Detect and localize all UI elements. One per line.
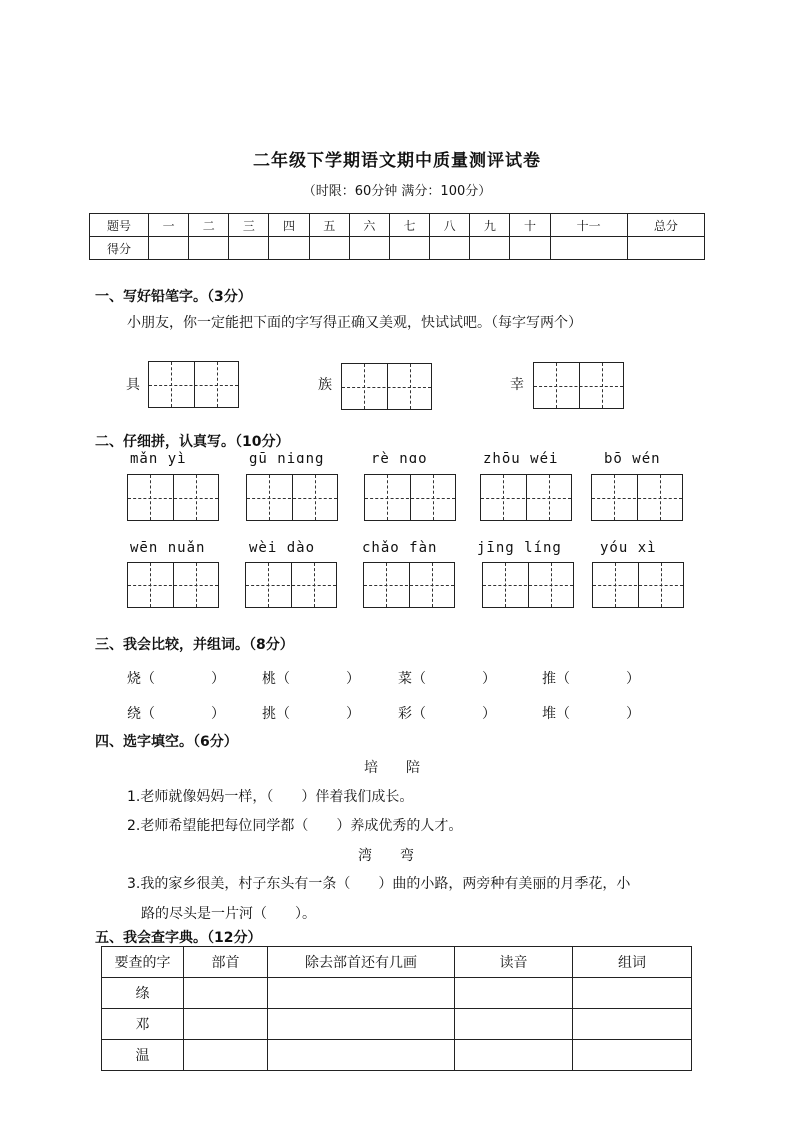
- compare-item[interactable]: 绕（ ）: [127, 706, 225, 722]
- writing-grid[interactable]: [363, 562, 455, 608]
- score-cell: 一: [149, 214, 189, 237]
- answer-cell[interactable]: [455, 978, 573, 1009]
- writing-grid[interactable]: [482, 562, 574, 608]
- score-blank[interactable]: [349, 237, 389, 260]
- pinyin-label: chǎo fàn: [362, 540, 438, 556]
- practice-char: 幸: [510, 377, 524, 393]
- table-row: [102, 1040, 692, 1071]
- writing-grid[interactable]: [364, 474, 456, 521]
- word-choice-pair: 湾 弯: [358, 848, 414, 864]
- writing-grid[interactable]: [246, 474, 338, 521]
- lookup-char: 温: [102, 1040, 184, 1071]
- answer-cell[interactable]: [573, 1009, 692, 1040]
- answer-cell[interactable]: [268, 978, 455, 1009]
- score-cell: 二: [189, 214, 229, 237]
- score-blank[interactable]: [627, 237, 704, 260]
- score-blank[interactable]: [510, 237, 550, 260]
- dictionary-header: 除去部首还有几画: [268, 947, 455, 978]
- answer-cell[interactable]: [455, 1040, 573, 1071]
- score-cell: 八: [430, 214, 470, 237]
- lookup-char: 绦: [102, 978, 184, 1009]
- section-1-instruction: 小朋友，你一定能把下面的字写得正确又美观，快试试吧。（每字写两个）: [127, 315, 582, 331]
- writing-grid[interactable]: [480, 474, 572, 521]
- table-row: [102, 978, 692, 1009]
- answer-cell[interactable]: [573, 978, 692, 1009]
- answer-cell[interactable]: [184, 978, 268, 1009]
- writing-grid[interactable]: [591, 474, 683, 521]
- section-1-heading: 一、写好铅笔字。（3分）: [95, 289, 252, 305]
- writing-grid[interactable]: [533, 362, 624, 409]
- pinyin-label: gū niɑng: [249, 451, 325, 467]
- answer-cell[interactable]: [184, 1009, 268, 1040]
- score-cell: 九: [470, 214, 510, 237]
- score-blank[interactable]: [470, 237, 510, 260]
- answer-cell[interactable]: [573, 1040, 692, 1071]
- compare-item[interactable]: 菜（ ）: [398, 671, 496, 687]
- section-2-heading: 二、仔细拼，认真写。（10分）: [95, 434, 290, 450]
- compare-item[interactable]: 挑（ ）: [262, 706, 360, 722]
- exam-time-and-score: （时限：60分钟 满分：100分）: [302, 184, 492, 199]
- answer-cell[interactable]: [268, 1040, 455, 1071]
- score-blank[interactable]: [309, 237, 349, 260]
- word-choice-pair: 培 陪: [364, 760, 420, 776]
- dictionary-header: 要查的字: [102, 947, 184, 978]
- score-cell: 三: [229, 214, 269, 237]
- pinyin-label: wēn nuǎn: [130, 540, 206, 556]
- writing-grid[interactable]: [127, 474, 219, 521]
- practice-char: 族: [318, 377, 332, 393]
- dictionary-header: 读音: [455, 947, 573, 978]
- score-table-score-row: [90, 237, 705, 260]
- pinyin-label: zhōu wéi: [483, 451, 559, 467]
- page-title: 二年级下学期语文期中质量测评试卷: [253, 151, 541, 171]
- dictionary-table: [101, 946, 692, 1071]
- lookup-char: 邓: [102, 1009, 184, 1040]
- section-5-heading: 五、我会查字典。（12分）: [95, 930, 262, 946]
- writing-grid[interactable]: [341, 363, 432, 410]
- fill-question[interactable]: 2.老师希望能把每位同学都（ ）养成优秀的人才。: [127, 818, 463, 834]
- pinyin-label: jīng líng: [477, 540, 562, 556]
- score-blank[interactable]: [550, 237, 627, 260]
- score-blank[interactable]: [149, 237, 189, 260]
- score-cell: 七: [389, 214, 429, 237]
- score-cell: 五: [309, 214, 349, 237]
- pinyin-label: yóu xì: [600, 540, 657, 556]
- dictionary-header: 部首: [184, 947, 268, 978]
- writing-grid[interactable]: [592, 562, 684, 608]
- pinyin-label: wèi dào: [249, 540, 316, 556]
- compare-item[interactable]: 烧（ ）: [127, 671, 225, 687]
- score-blank[interactable]: [389, 237, 429, 260]
- score-blank[interactable]: [229, 237, 269, 260]
- fill-question-continued[interactable]: 路的尽头是一片河（ ）。: [141, 906, 316, 922]
- score-row-label: 得分: [90, 237, 149, 260]
- dictionary-header-row: [102, 947, 692, 978]
- pinyin-label: mǎn yì: [130, 451, 187, 467]
- answer-cell[interactable]: [268, 1009, 455, 1040]
- score-cell: 四: [269, 214, 309, 237]
- score-cell: 六: [349, 214, 389, 237]
- score-cell: 总分: [627, 214, 704, 237]
- score-table-header-row: [90, 214, 705, 237]
- writing-grid[interactable]: [127, 562, 219, 608]
- practice-char: 具: [126, 377, 140, 393]
- score-blank[interactable]: [189, 237, 229, 260]
- writing-grid[interactable]: [148, 361, 239, 408]
- compare-item[interactable]: 彩（ ）: [398, 706, 496, 722]
- compare-item[interactable]: 桃（ ）: [262, 671, 360, 687]
- pinyin-label: bō wén: [604, 451, 661, 467]
- score-blank[interactable]: [430, 237, 470, 260]
- dictionary-header: 组词: [573, 947, 692, 978]
- pinyin-label: rè nɑo: [371, 451, 428, 467]
- compare-item[interactable]: 堆（ ）: [542, 706, 640, 722]
- answer-cell[interactable]: [184, 1040, 268, 1071]
- score-cell: 题号: [90, 214, 149, 237]
- section-4-heading: 四、选字填空。（6分）: [95, 734, 238, 750]
- section-3-heading: 三、我会比较，并组词。（8分）: [95, 637, 294, 653]
- score-table: [89, 213, 705, 260]
- answer-cell[interactable]: [455, 1009, 573, 1040]
- fill-question[interactable]: 1.老师就像妈妈一样，（ ）伴着我们成长。: [127, 789, 414, 805]
- fill-question[interactable]: 3.我的家乡很美，村子东头有一条（ ）曲的小路，两旁种有美丽的月季花，小: [127, 876, 631, 892]
- score-blank[interactable]: [269, 237, 309, 260]
- score-cell: 十: [510, 214, 550, 237]
- table-row: [102, 1009, 692, 1040]
- score-cell: 十一: [550, 214, 627, 237]
- compare-item[interactable]: 推（ ）: [542, 671, 640, 687]
- writing-grid[interactable]: [245, 562, 337, 608]
